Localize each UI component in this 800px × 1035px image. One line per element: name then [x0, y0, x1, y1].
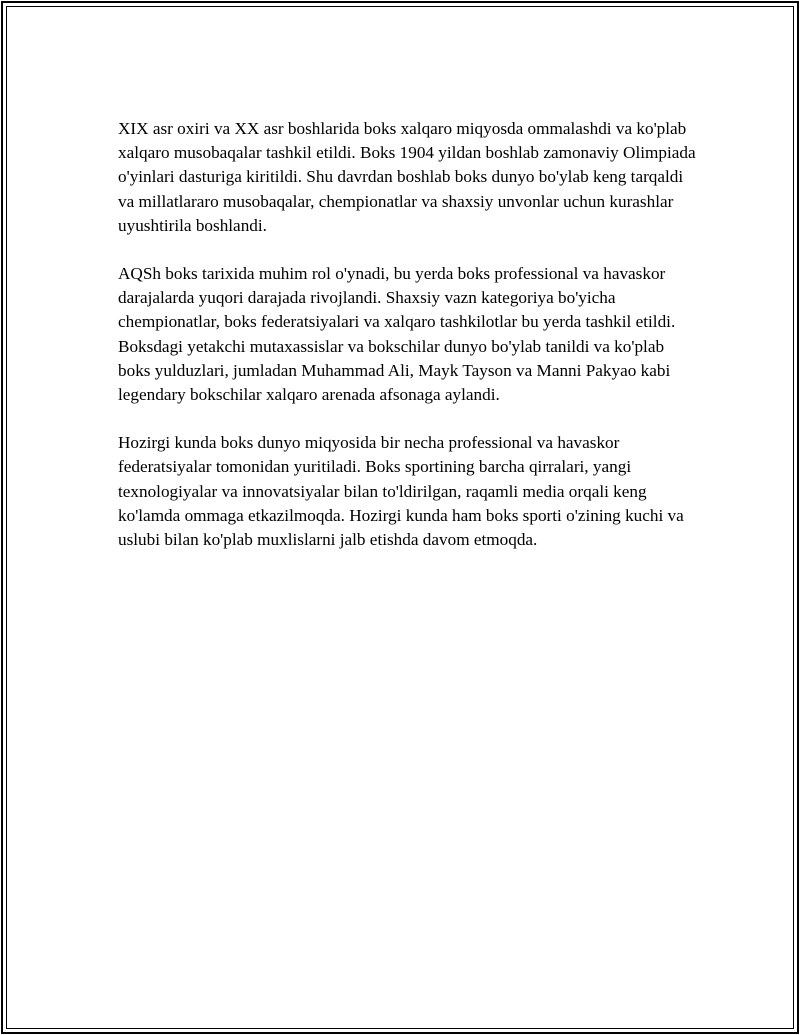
paragraph-2: AQSh boks tarixida muhim rol o'ynadi, bu yerda boks professional va havaskor darajalarda yuqori darajada rivojlandi. Shaxsiy vazn kategoriya bo'yicha chempionatlar, boks federatsiyalari va xalqaro tashkilotlar bu yerda tashkil etildi. Boksdagi yetakchi mutaxassislar va bokschilar dunyo bo'ylab tanildi va ko'plab boks yulduzlari, jumladan Muhammad Ali, Mayk Tayson va Manni Pakyao kabi legendary bokschilar xalqaro arenada afsonaga aylandi.	[118, 264, 676, 405]
paragraph-3: Hozirgi kunda boks dunyo miqyosida bir necha professional va havaskor federatsiyalar tomonidan yuritiladi. Boks sportining barcha qirralari, yangi texnologiyalar va innovatsiyalar bilan to'ldirilgan, raqamli media orqali keng ko'lamda ommaga etkazilmoqda. Hozirgi kunda ham boks sporti o'zining kuchi va uslubi bilan ko'plab muxlislarni jalb etishda davom etmoqda.	[118, 433, 684, 550]
document-body	[118, 117, 700, 576]
paragraph-1: XIX asr oxiri va XX asr boshlarida boks xalqaro miqyosda ommalashdi va ko'plab xalqaro musobaqalar tashkil etildi. Boks 1904 yildan boshlab zamonaviy Olimpiada o'yinlari dasturiga kiritildi. Shu davrdan boshlab boks dunyo bo'ylab keng tarqaldi va millatlararo musobaqalar, chempionatlar va shaxsiy unvonlar uchun kurashlar uyushtirila boshlandi.	[118, 119, 696, 235]
